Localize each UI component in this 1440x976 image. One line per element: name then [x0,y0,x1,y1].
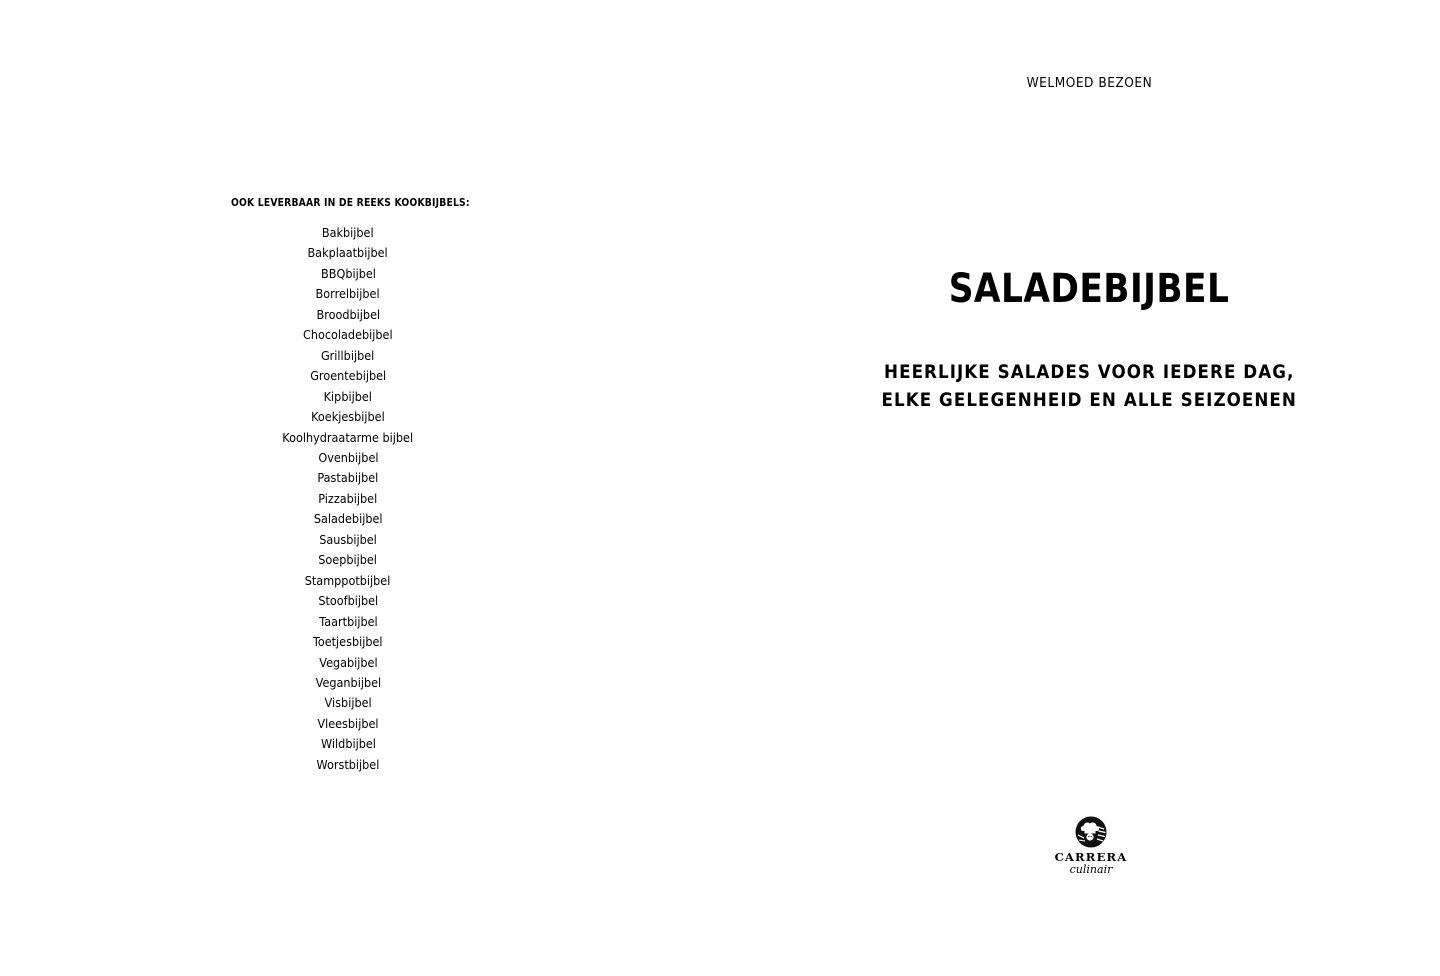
series-title-label: Kipbijbel [323,388,373,404]
right-page [720,0,1440,976]
series-title-item [248,448,448,468]
series-title-item [248,755,448,775]
series-title-label: Borrelbijbel [315,286,381,302]
series-title-label: Soepbijbel [318,552,378,568]
series-title-item [248,468,448,488]
series-title-label: Taartbijbel [318,613,378,629]
series-title-label: Koolhydraatarme bijbel [282,429,414,445]
publisher-imprint: culinair [1069,863,1113,876]
series-title-item [248,325,448,345]
series-title-label: Bakplaatbijbel [307,245,389,261]
series-title-label: Sausbijbel [319,531,377,547]
series-title-item [248,693,448,713]
series-title-label: Pizzabijbel [318,490,378,506]
series-title-item [248,346,448,366]
series-title-label: Wildbijbel [320,736,376,752]
series-title-label: Chocoladebijbel [303,327,393,343]
series-title-label: Grillbijbel [321,347,375,363]
author-name: WELMOED BEZOEN [1026,75,1153,91]
series-title-label: Stoofbijbel [318,593,378,609]
series-title-item [248,550,448,570]
series-title-item [248,673,448,693]
book-subtitle [763,358,1397,414]
series-title-item [248,509,448,529]
series-title-item [248,264,448,284]
series-heading: OOK LEVERBAAR IN DE REEKS KOOKBIJBELS: [231,197,470,209]
series-title-label: Worstbijbel [316,756,380,772]
series-title-item [248,223,448,243]
series-title-label: Koekjesbijbel [311,409,385,425]
series-title-item [248,612,448,632]
series-title-label: Groentebijbel [310,368,386,384]
series-title-label: Vegabijbel [318,654,378,670]
series-title-item [248,305,448,325]
series-title-item [248,734,448,754]
publisher-name: CARRERA [1054,850,1128,864]
series-title-label: Vleesbijbel [317,715,379,731]
series-title-item [248,243,448,263]
series-title-label: Veganbijbel [315,674,381,690]
series-title-item [248,653,448,673]
series-title-item [248,387,448,407]
series-title-label: Stamppotbijbel [305,572,391,588]
series-title-item [248,489,448,509]
series-title-label: Bakbijbel [322,225,374,240]
series-title-item [248,571,448,591]
series-title-label: Ovenbijbel [317,449,379,465]
series-title-label: Toetjesbijbel [313,634,383,650]
book-title: SALADEBIJBEL [948,266,1230,312]
series-title-item [248,366,448,386]
series-title-label: Saladebijbel [313,511,383,527]
series-title-item [248,632,448,652]
series-list [248,223,448,775]
series-title-item [248,428,448,448]
series-title-item [248,284,448,304]
publisher-logo [1050,815,1132,881]
series-title-label: Pastabijbel [317,470,379,486]
series-title-item [248,714,448,734]
chef-emblem-icon [1072,815,1110,851]
subtitle-line-1: HEERLIJKE SALADES VOOR IEDERE DAG, [884,361,1295,383]
series-title-label: Broodbijbel [316,306,380,322]
series-title-item [248,591,448,611]
series-title-label: Visbijbel [324,695,372,711]
subtitle-line-2: ELKE GELEGENHEID EN ALLE SEIZOENEN [881,389,1297,411]
series-title-item [248,407,448,427]
series-title-item [248,530,448,550]
series-title-label: BBQbijbel [320,265,376,281]
